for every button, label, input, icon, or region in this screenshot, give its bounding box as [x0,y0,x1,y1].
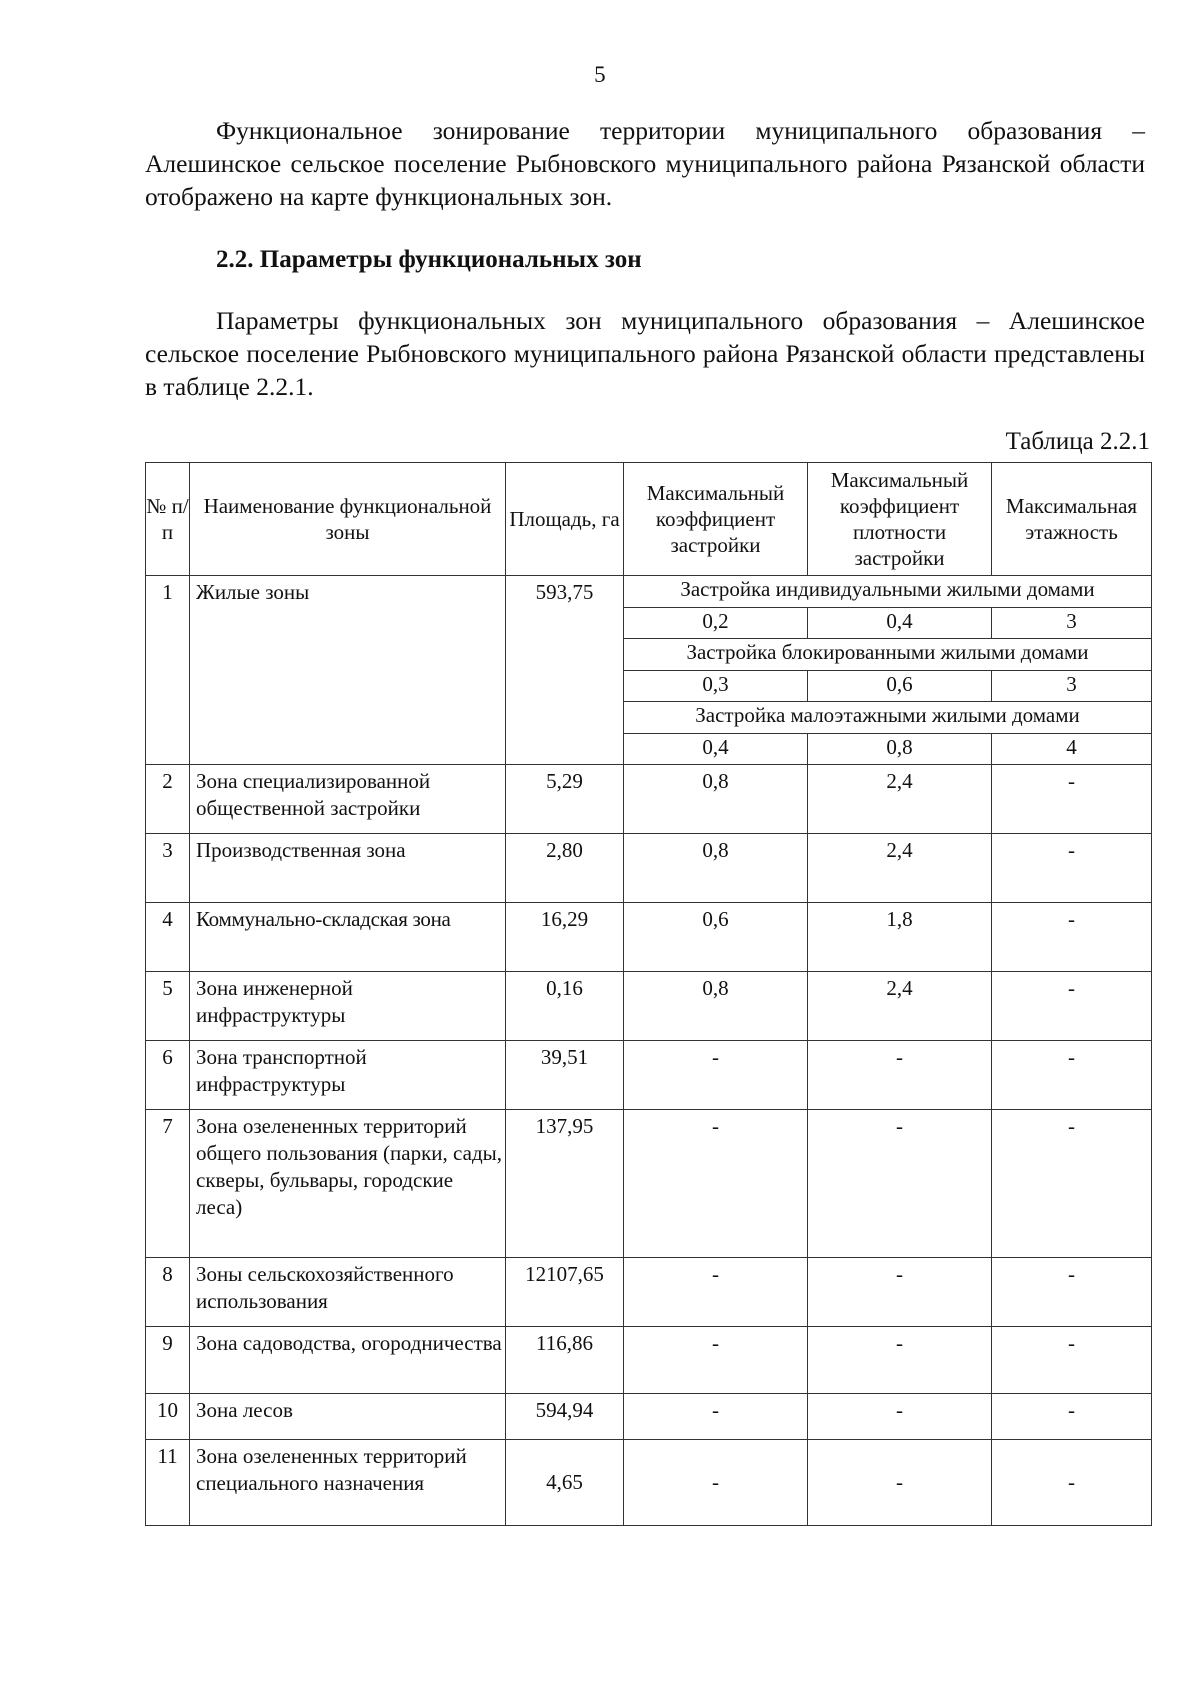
table-row [146,972,1152,1041]
row-floors: - [992,1327,1152,1394]
intro-paragraph-text: Функциональное зонирование территории муниципального образования – Алешинское сельское поселение Рыбновского муниципального района Рязанской области отображено на карте функциональных зон. [145,116,1145,211]
row-coef-density: - [808,1041,992,1110]
row-coef-build: - [624,1110,808,1258]
parameters-paragraph-text: Параметры функциональных зон муниципального образования – Алешинское сельское поселение Рыбновского муниципального района Рязанской области представлены в таблице 2.2.1. [145,306,1145,401]
row-zone-name: Зона садоводства, огородничества [190,1327,506,1394]
header-num: № п/п [146,463,190,576]
row-num: 11 [146,1440,190,1526]
row-zone-name: Зона озелененных территорий общего пользования (парки, сады, скверы, бульвары, городские леса) [190,1110,506,1258]
row-coef-density: 2,4 [808,765,992,834]
table-row [146,903,1152,972]
row-coef-density: 0,8 [808,734,992,765]
row-coef-build: 0,4 [624,734,808,765]
row-num: 8 [146,1258,190,1327]
row-num: 4 [146,903,190,972]
row-floors: - [992,972,1152,1041]
table-row [146,834,1152,903]
row-area: 0,16 [506,972,624,1041]
row-coef-build: 0,8 [624,765,808,834]
row-coef-density: - [808,1110,992,1258]
row-coef-density: - [808,1394,992,1440]
row-area: 137,95 [506,1110,624,1258]
table-row [146,765,1152,834]
row-area: 12107,65 [506,1258,624,1327]
row-zone-name: Жилые зоны [190,576,506,765]
table-row [146,1327,1152,1394]
row-num: 2 [146,765,190,834]
parameters-paragraph [145,304,1145,403]
row-coef-build: 0,8 [624,834,808,903]
row-coef-build: 0,3 [624,671,808,702]
row-coef-build: 0,8 [624,972,808,1041]
row-num: 1 [146,576,190,765]
table-caption: Таблица 2.2.1 [1005,428,1150,455]
row-area: 39,51 [506,1041,624,1110]
residential-group-title: Застройка индивидуальными жилыми домами [624,576,1152,608]
residential-group-title: Застройка блокированными жилыми домами [624,639,1152,671]
header-floors: Максимальная этажность [992,463,1152,576]
row-coef-build: - [624,1327,808,1394]
row-zone-name: Коммунально-складская зона [190,903,506,972]
row-area: 594,94 [506,1394,624,1440]
header-coef-build: Максимальный коэффициент застройки [624,463,808,576]
intro-paragraph [145,114,1145,213]
row-zone-name: Зоны сельскохозяйственного использования [190,1258,506,1327]
row-zone-name: Зона лесов [190,1394,506,1440]
row-coef-density: - [808,1440,992,1526]
row-num: 10 [146,1394,190,1440]
row-coef-density: 0,6 [808,671,992,702]
row-num: 5 [146,972,190,1041]
row-area: 2,80 [506,834,624,903]
residential-group-title: Застройка малоэтажными жилыми домами [624,702,1152,734]
row-num: 3 [146,834,190,903]
row-area: 4,65 [506,1440,624,1526]
row-coef-build: - [624,1041,808,1110]
zones-parameters-table [145,462,1152,1526]
row-coef-density: 2,4 [808,972,992,1041]
row-coef-density: - [808,1258,992,1327]
table-row [146,576,1152,608]
table-row [146,1440,1152,1526]
table-row [146,1041,1152,1110]
row-floors: - [992,903,1152,972]
table-row [146,1110,1152,1258]
row-zone-name: Зона инженерной инфраструктуры [190,972,506,1041]
row-coef-build: - [624,1440,808,1526]
table-row [146,1258,1152,1327]
row-zone-name: Зона специализированной общественной застройки [190,765,506,834]
section-heading: 2.2. Параметры функциональных зон [216,246,642,273]
row-coef-density: - [808,1327,992,1394]
row-num: 9 [146,1327,190,1394]
row-area: 116,86 [506,1327,624,1394]
row-coef-density: 1,8 [808,903,992,972]
page-number: 5 [594,62,606,87]
row-floors: - [992,834,1152,903]
table-row [146,1394,1152,1440]
row-coef-build: - [624,1258,808,1327]
row-coef-density: 0,4 [808,608,992,639]
row-floors: - [992,1258,1152,1327]
row-floors: - [992,1440,1152,1526]
row-coef-build: 0,2 [624,608,808,639]
header-name: Наименование функциональной зоны [190,463,506,576]
row-coef-density: 2,4 [808,834,992,903]
row-area: 16,29 [506,903,624,972]
row-zone-name: Зона транспортной инфраструктуры [190,1041,506,1110]
header-coef-density: Максимальный коэффициент плотности застройки [808,463,992,576]
row-floors: - [992,1110,1152,1258]
row-area: 5,29 [506,765,624,834]
row-coef-build: - [624,1394,808,1440]
header-area: Площадь, га [506,463,624,576]
row-area: 593,75 [506,576,624,765]
row-zone-name: Производственная зона [190,834,506,903]
row-zone-name: Зона озелененных территорий специального назначения [190,1440,506,1526]
row-floors: - [992,765,1152,834]
row-num: 7 [146,1110,190,1258]
row-floors: 3 [992,671,1152,702]
row-floors: 4 [992,734,1152,765]
row-floors: - [992,1041,1152,1110]
table-header-row [146,463,1152,576]
row-floors: - [992,1394,1152,1440]
row-floors: 3 [992,608,1152,639]
row-coef-build: 0,6 [624,903,808,972]
row-num: 6 [146,1041,190,1110]
